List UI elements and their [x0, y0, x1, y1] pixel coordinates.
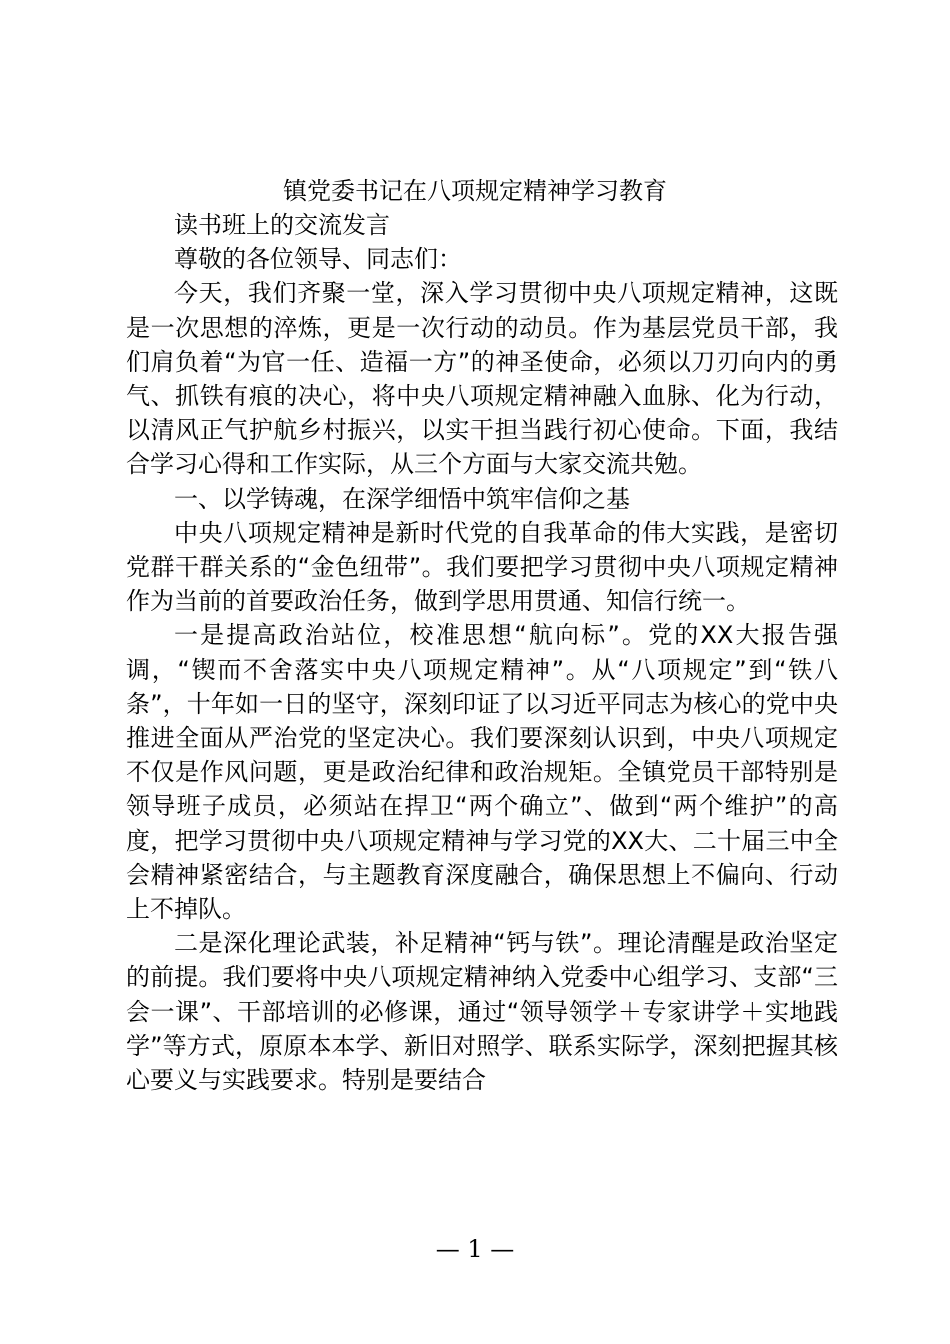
body-paragraph: 二是深化理论武装，补足精神“钙与铁”。理论清醒是政治坚定的前提。我们要将中央八项规定精神纳入党委中心组学习、支部“三会一课”、干部培训的必修课，通过“领导领学＋专家讲学＋实地践学”等方式，原原本本学、新旧对照学、联系实际学，深刻把握其核心要义与实践要求。特别是要结合 — [126, 929, 838, 1095]
body-paragraph: 一是提高政治站位，校准思想“航向标”。党的XX大报告强调，“锲而不舍落实中央八项规定精神”。从“八项规定”到“铁八条”，十年如一日的坚守，深刻印证了以习近平同志为核心的党中央推进全面从严治党的坚定决心。我们要深刻认识到，中央八项规定不仅是作风问题，更是政治纪律和政治规矩。全镇党员干部特别是领导班子成员，必须站在捍卫“两个确立”、做到“两个维护”的高度，把学习贯彻中央八项规定精神与学习党的XX大、二十届三中全会精神紧密结合，与主题教育深度融合，确保思想上不偏向、行动上不掉队。 — [126, 621, 838, 924]
body-paragraph: 中央八项规定精神是新时代党的自我革命的伟大实践，是密切党群干群关系的“金色纽带”。我们要把学习贯彻中央八项规定精神作为当前的首要政治任务，做到学思用贯通、知信行统一。 — [126, 518, 838, 616]
body-paragraph-intro: 今天，我们齐聚一堂，深入学习贯彻中央八项规定精神，这既是一次思想的淬炼，更是一次行动的动员。作为基层党员干部，我们肩负着“为官一任、造福一方”的神圣使命，必须以刀刃向内的勇气、抓铁有痕的决心，将中央八项规定精神融入血脉、化为行动，以清风正气护航乡村振兴，以实干担当践行初心使命。下面，我结合学习心得和工作实际，从三个方面与大家交流共勉。 — [126, 279, 838, 479]
salutation: 尊敬的各位领导、同志们： — [174, 245, 462, 274]
document-body — [126, 208, 838, 1097]
section-heading-1: 一、以学铸魂，在深学细悟中筑牢信仰之基 — [174, 484, 630, 513]
subtitle-line: 读书班上的交流发言 — [174, 211, 390, 239]
document-title: 镇党委书记在八项规定精神学习教育 — [283, 177, 667, 205]
page-number: — 1 — — [435, 1235, 515, 1263]
